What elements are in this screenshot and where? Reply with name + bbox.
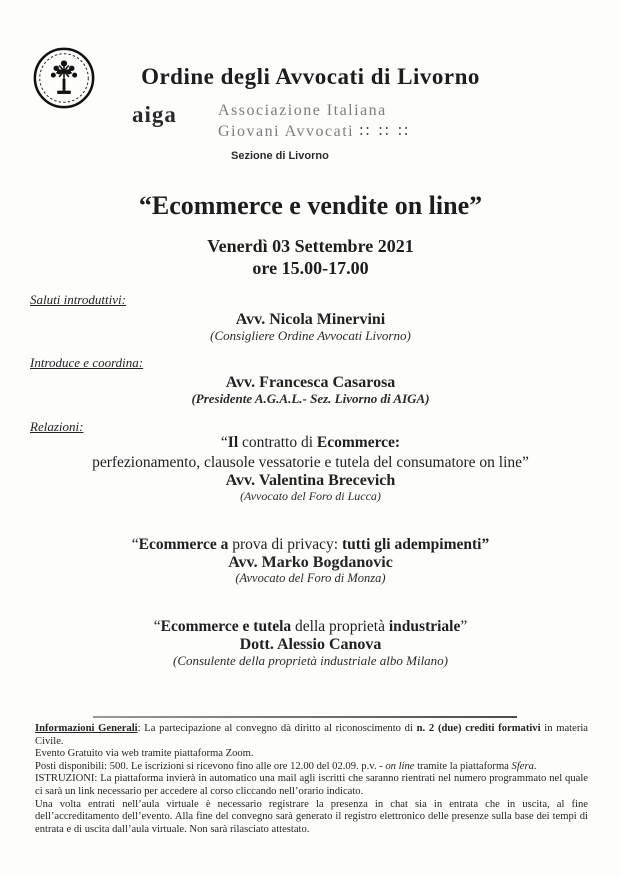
- event-date: Venerdì 03 Settembre 2021: [207, 236, 414, 256]
- organization-title: Ordine degli Avvocati di Livorno: [141, 64, 480, 89]
- footer-divider-line: [93, 716, 517, 718]
- aiga-line2: Giovani Avvocati ∷ ∷ ∷: [218, 123, 411, 140]
- general-information-block: [35, 723, 588, 836]
- aiga-line1: Associazione Italiana: [218, 102, 387, 119]
- talk-title-line1: “Il contratto di Ecommerce:: [220, 434, 401, 451]
- talk-title: “Ecommerce e tutela della proprietà industriale”: [153, 618, 468, 635]
- speaker-name: Dott. Alessio Canova: [239, 636, 382, 653]
- speaker-name: Avv. Marko Bogdanovic: [228, 554, 393, 571]
- speaker-role: (Avvocato del Foro di Monza): [235, 571, 386, 585]
- section-label-saluti: Saluti introduttivi:: [30, 292, 126, 307]
- speaker-name: Avv. Valentina Brecevich: [225, 472, 396, 489]
- info-generali-paragraph: Informazioni Generali: La partecipazione al convegno dà diritto al riconoscimento di n. 2 (due) crediti formativi in materia Civile.: [35, 723, 588, 747]
- section-label-relazioni: Relazioni:: [30, 419, 84, 434]
- section-of-livorno-label: Sezione di Livorno: [231, 150, 329, 162]
- evento-gratuito-line: Evento Gratuito via web tramite piattaforma Zoom.: [35, 748, 254, 760]
- aiga-square-marks-icon: ∷ ∷ ∷: [359, 124, 411, 140]
- aiga-logo: aiga: [132, 102, 177, 127]
- speaker-role: (Consulente della proprietà industriale albo Milano): [172, 653, 449, 668]
- talk-title: “Ecommerce a prova di privacy: tutti gli adempimenti”: [131, 536, 490, 553]
- speaker-role: (Avvocato del Foro di Lucca): [240, 489, 381, 503]
- speaker-name: Avv. Francesca Casarosa: [225, 374, 396, 391]
- posti-disponibili-line: Posti disponibili: 500. Le iscrizioni si ricevono fino alle ore 12.00 del 02.09. p.v. - on line tramite la piattaforma Sfera.: [35, 760, 537, 772]
- section-label-introduce: Introduce e coordina:: [30, 355, 144, 370]
- talk-title-line2: perfezionamento, clausole vessatorie e tutela del consumatore on line”: [92, 453, 529, 471]
- aiga-association-name: [218, 100, 411, 143]
- event-time: ore 15.00-17.00: [252, 258, 369, 278]
- talk-title: [0, 433, 621, 472]
- accreditamento-paragraph: Una volta entrati nell’aula virtuale è necessario registrare la presenza in chat sia in entrata che in uscita, al fine dell’accreditamento dell’evento. Alla fine del convegno sarà generato il registro elettronico delle presenze sulla base dei tempi di entrata e di uscita dall’aula virtuale. Non sarà rilasciato attestato.: [35, 798, 588, 835]
- event-title: “Ecommerce e vendite on line”: [138, 191, 483, 220]
- speaker-role: (Consigliere Ordine Avvocati Livorno): [210, 328, 411, 343]
- speaker-role: (Presidente A.G.A.L.- Sez. Livorno di AIGA): [191, 391, 430, 406]
- istruzioni-paragraph: ISTRUZIONI: La piattaforma invierà in automatico una mail agli iscritti che saranno rientrati nel numero programmato nel quale ci sarà un link necessario per accedere al corso cliccando nell’orario indicato.: [35, 773, 588, 797]
- speaker-name: Avv. Nicola Minervini: [235, 311, 386, 328]
